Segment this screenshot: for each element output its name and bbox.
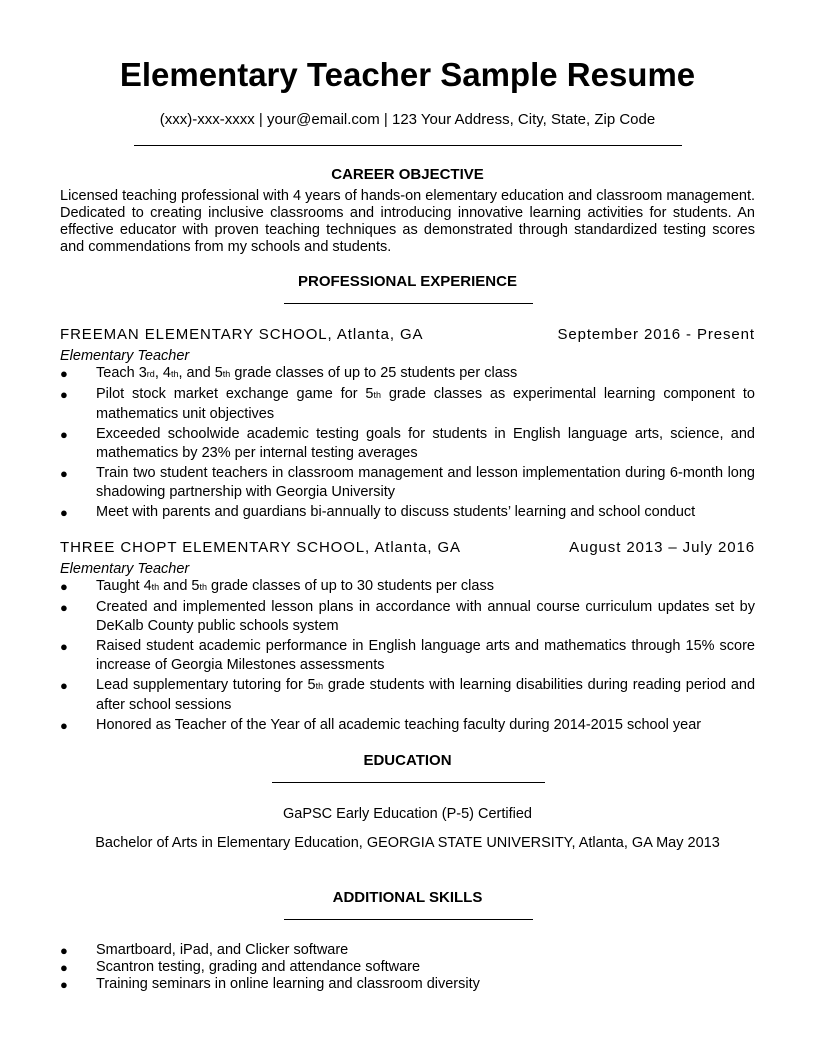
list-item: ● Raised student academic performance in English language arts and mathematics through 15% score increase of Georgia Milestones assessments bbox=[60, 637, 755, 673]
header-divider bbox=[134, 145, 682, 146]
bullet-icon: ● bbox=[60, 677, 68, 693]
bullet-icon: ● bbox=[60, 717, 68, 733]
job-bullet-list bbox=[60, 364, 755, 522]
list-item: ● Train two student teachers in classroom management and lesson implementation during 6-month long shadowing partnership with Georgia University bbox=[60, 464, 755, 500]
bullet-icon: ● bbox=[60, 426, 68, 442]
bullet-icon: ● bbox=[60, 366, 68, 381]
education-degree: Bachelor of Arts in Elementary Education, GEORGIA STATE UNIVERSITY, Atlanta, GA May 2013 bbox=[95, 835, 720, 851]
job-header bbox=[60, 325, 755, 345]
resume-title: Elementary Teacher Sample Resume bbox=[119, 56, 696, 93]
job-dates: August 2013 – July 2016 bbox=[569, 539, 755, 556]
career-objective-text: Licensed teaching professional with 4 years of hands-on elementary education and classroom management. Dedicated to creating inclusive classrooms and introducing innovative learning activities for students. An effective educator with proven teaching techniques as demonstrated through standardized testing scores and commendations from my schools and students. bbox=[60, 188, 755, 255]
list-item: ● Honored as Teacher of the Year of all academic teaching faculty during 2014-2015 school year bbox=[60, 716, 755, 736]
career-objective-heading: CAREER OBJECTIVE bbox=[331, 166, 484, 183]
job-role: Elementary Teacher bbox=[60, 561, 190, 577]
skills-list bbox=[60, 942, 755, 993]
list-item: ● Taught 4th and 5th grade classes of up to 30 students per class bbox=[60, 577, 755, 598]
bullet-icon: ● bbox=[60, 504, 68, 520]
job-header bbox=[60, 538, 755, 558]
list-item: ● Smartboard, iPad, and Clicker software bbox=[60, 942, 349, 958]
bullet-icon: ● bbox=[60, 579, 68, 594]
contact-line: (xxx)-xxx-xxxx | your@email.com | 123 Your Address, City, State, Zip Code bbox=[159, 111, 656, 128]
list-item: ● Meet with parents and guardians bi-annually to discuss students’ learning and school conduct bbox=[60, 503, 755, 523]
experience-heading: PROFESSIONAL EXPERIENCE bbox=[298, 273, 517, 290]
list-item: ● Teach 3rd, 4th, and 5th grade classes of up to 25 students per class bbox=[60, 364, 755, 385]
skills-divider bbox=[284, 919, 533, 920]
education-divider bbox=[272, 782, 545, 783]
list-item: ● Pilot stock market exchange game for 5th grade classes as experimental learning component to mathematics unit objectives bbox=[60, 385, 755, 422]
job-employer: FREEMAN ELEMENTARY SCHOOL, Atlanta, GA bbox=[60, 326, 424, 343]
bullet-icon: ● bbox=[60, 465, 68, 481]
job-role: Elementary Teacher bbox=[60, 348, 190, 364]
bullet-icon: ● bbox=[60, 599, 68, 615]
job-employer: THREE CHOPT ELEMENTARY SCHOOL, Atlanta, GA bbox=[60, 539, 461, 556]
bullet-icon: ● bbox=[60, 638, 68, 654]
experience-divider bbox=[284, 303, 533, 304]
bullet-icon: ● bbox=[60, 977, 68, 992]
list-item: ● Lead supplementary tutoring for 5th grade students with learning disabilities during reading period and after school sessions bbox=[60, 676, 756, 713]
education-certification: GaPSC Early Education (P-5) Certified bbox=[282, 806, 532, 822]
skills-heading: ADDITIONAL SKILLS bbox=[332, 889, 483, 906]
list-item: ● Created and implemented lesson plans in accordance with annual course curriculum updates set by DeKalb County public schools system bbox=[60, 598, 755, 634]
bullet-icon: ● bbox=[60, 386, 68, 402]
bullet-icon: ● bbox=[60, 943, 68, 958]
education-heading: EDUCATION bbox=[363, 752, 452, 769]
list-item: ● Training seminars in online learning and classroom diversity bbox=[60, 976, 480, 992]
job-dates: September 2016 - Present bbox=[557, 326, 755, 343]
list-item: ● Exceeded schoolwide academic testing goals for students in English language arts, science, and mathematics by 23% per internal testing averages bbox=[60, 425, 755, 461]
bullet-icon: ● bbox=[60, 960, 68, 975]
list-item: ● Scantron testing, grading and attendance software bbox=[60, 959, 421, 975]
job-bullet-list bbox=[60, 577, 755, 735]
